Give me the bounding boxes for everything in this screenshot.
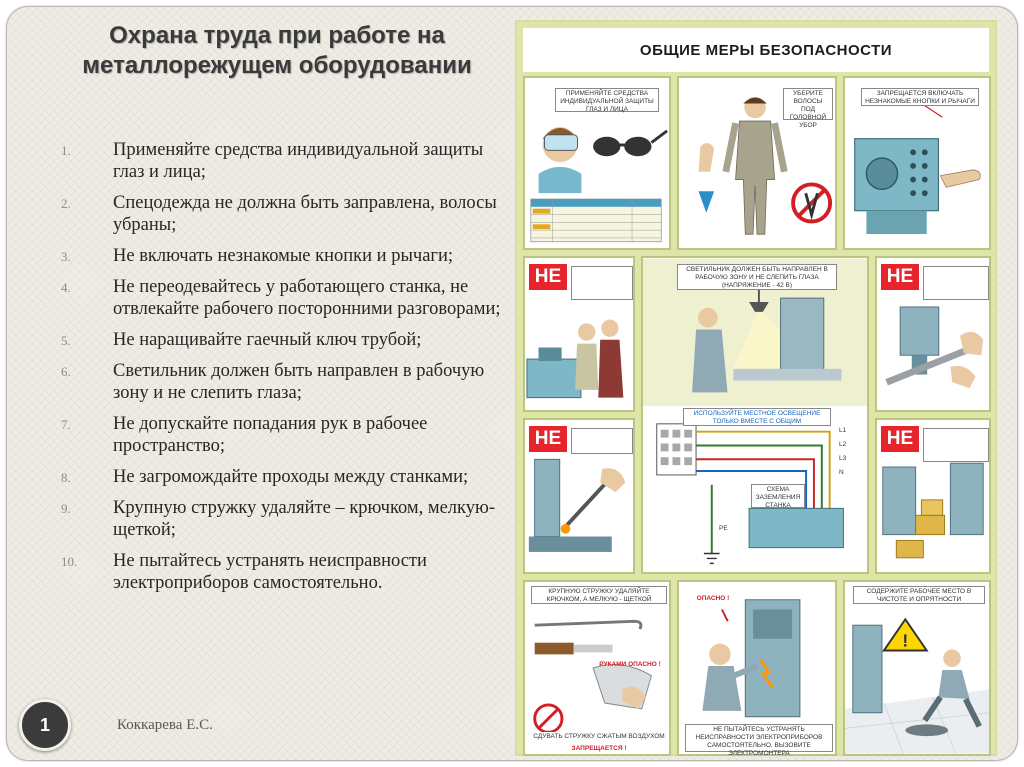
caption-grounding: СХЕМА ЗАЗЕМЛЕНИЯ СТАНКА <box>751 484 805 508</box>
item-number: 10. <box>61 554 78 569</box>
panel-workwear <box>677 76 837 250</box>
item-text: Спецодежда не должна быть заправлена, волосы убраны; <box>113 193 497 235</box>
item-text: Не загромождайте проходы между станками; <box>113 467 469 487</box>
safety-rules-list <box>61 139 501 603</box>
caption-wrench <box>923 266 989 300</box>
list-item <box>61 245 501 267</box>
caption-forbidden: ЗАПРЕЩАЕТСЯ ! <box>555 744 643 754</box>
panel-buttons <box>843 76 991 250</box>
item-number: 8. <box>61 470 71 485</box>
list-item <box>61 413 501 457</box>
author-name: Коккарева Е.С. <box>117 717 213 733</box>
caption-hair: УБЕРИТЕ ВОЛОСЫ ПОД ГОЛОВНОЙ УБОР <box>783 88 833 120</box>
caption-talking <box>571 266 633 300</box>
safety-poster <box>515 20 997 756</box>
ne-badge: НЕ <box>881 264 919 290</box>
caption-order: СОДЕРЖИТЕ РАБОЧЕЕ МЕСТО В ЧИСТОТЕ И ОПРЯТНОСТИ <box>853 586 985 604</box>
item-text: Крупную стружку удаляйте – крючком, мелкую- щеткой; <box>113 498 495 540</box>
caption-lamp: СВЕТИЛЬНИК ДОЛЖЕН БЫТЬ НАПРАВЛЕН В РАБОЧУЮ ЗОНУ И НЕ СЛЕПИТЬ ГЛАЗА (НАПРЯЖЕНИЕ - 42 В) <box>677 264 837 290</box>
item-text: Не включать незнакомые кнопки и рычаги; <box>113 246 454 266</box>
wire-label-n: N <box>839 469 844 476</box>
poster-header <box>523 28 989 72</box>
list-item <box>61 329 501 351</box>
item-text: Не допускайте попадания рук в рабочее пространство; <box>113 414 428 456</box>
panel-lamp-grounding <box>641 256 869 574</box>
list-item <box>61 139 501 183</box>
panel-wrench <box>875 256 991 412</box>
caption-buttons: ЗАПРЕЩАЕТСЯ ВКЛЮЧАТЬ НЕЗНАКОМЫЕ КНОПКИ И РЫЧАГИ <box>861 88 979 106</box>
slide-number-badge: 1 <box>19 699 71 751</box>
panel-electric <box>677 580 837 756</box>
caption-hands-danger: РУКАМИ ОПАСНО ! <box>599 661 661 668</box>
panel-passages <box>875 418 991 574</box>
panel-talking <box>523 256 635 412</box>
svg-text:!: ! <box>902 630 909 651</box>
item-text: Светильник должен быть направлен в рабочую зону и не слепить глаза; <box>113 361 485 403</box>
item-number: 7. <box>61 417 71 432</box>
caption-passages <box>923 428 989 462</box>
list-item <box>61 497 501 541</box>
item-number: 1. <box>61 143 71 158</box>
item-number: 3. <box>61 249 71 264</box>
caption-local-light: ИСПОЛЬЗУЙТЕ МЕСТНОЕ ОСВЕЩЕНИЕ ТОЛЬКО ВМЕСТЕ С ОБЩИМ <box>683 408 831 426</box>
item-text: Не пытайтесь устранять неисправности электроприборов самостоятельно. <box>113 551 427 593</box>
panel-chips <box>523 580 671 756</box>
item-number: 2. <box>61 196 71 211</box>
caption-goggles: ПРИМЕНЯЙТЕ СРЕДСТВА ИНДИВИДУАЛЬНОЙ ЗАЩИТЫ ГЛАЗ И ЛИЦА <box>555 88 659 112</box>
list-item <box>61 276 501 320</box>
ne-badge: НЕ <box>529 426 567 452</box>
caption-chips: КРУПНУЮ СТРУЖКУ УДАЛЯЙТЕ КРЮЧКОМ, А МЕЛКУЮ - ЩЕТКОЙ <box>531 586 667 604</box>
caption-air: СДУВАТЬ СТРУЖКУ СЖАТЫМ ВОЗДУХОМ <box>531 732 667 742</box>
list-item <box>61 192 501 236</box>
panel-eye-protection <box>523 76 671 250</box>
ne-badge: НЕ <box>529 264 567 290</box>
panel-hands <box>523 418 635 574</box>
slide-title: Охрана труда при работе на металлорежущем оборудовании <box>82 22 472 79</box>
poster-title: ОБЩИЕ МЕРЫ БЕЗОПАСНОСТИ <box>639 41 893 59</box>
list-item <box>61 550 501 594</box>
slippery-floor-illustration <box>845 582 989 754</box>
wire-label-l1: L1 <box>839 427 847 434</box>
wire-label-l3: L3 <box>839 455 847 462</box>
item-text: Не наращивайте гаечный ключ трубой; <box>113 330 422 350</box>
wire-label-pe: PE <box>719 525 728 532</box>
ne-badge: НЕ <box>881 426 919 452</box>
list-item <box>61 360 501 404</box>
wire-label-l2: L2 <box>839 441 847 448</box>
item-text: Не переодевайтесь у работающего станка, не отвлекайте рабочего посторонними разговорами; <box>113 277 501 319</box>
caption-hands-zone <box>571 428 633 454</box>
panel-cleanliness <box>843 580 991 756</box>
item-number: 6. <box>61 364 71 379</box>
slide <box>6 6 1018 761</box>
item-number: 5. <box>61 333 71 348</box>
caption-danger: ОПАСНО ! <box>696 595 730 602</box>
item-number: 4. <box>61 280 71 295</box>
caption-electric: НЕ ПЫТАЙТЕСЬ УСТРАНЯТЬ НЕИСПРАВНОСТИ ЭЛЕКТРОПРИБОРОВ САМОСТОЯТЕЛЬНО. ВЫЗОВИТЕ ЭЛЕКТРОМОНТЕРА <box>685 724 833 752</box>
item-text: Применяйте средства индивидуальной защиты глаз и лица; <box>113 140 484 182</box>
item-number: 9. <box>61 501 71 516</box>
list-item <box>61 466 501 488</box>
